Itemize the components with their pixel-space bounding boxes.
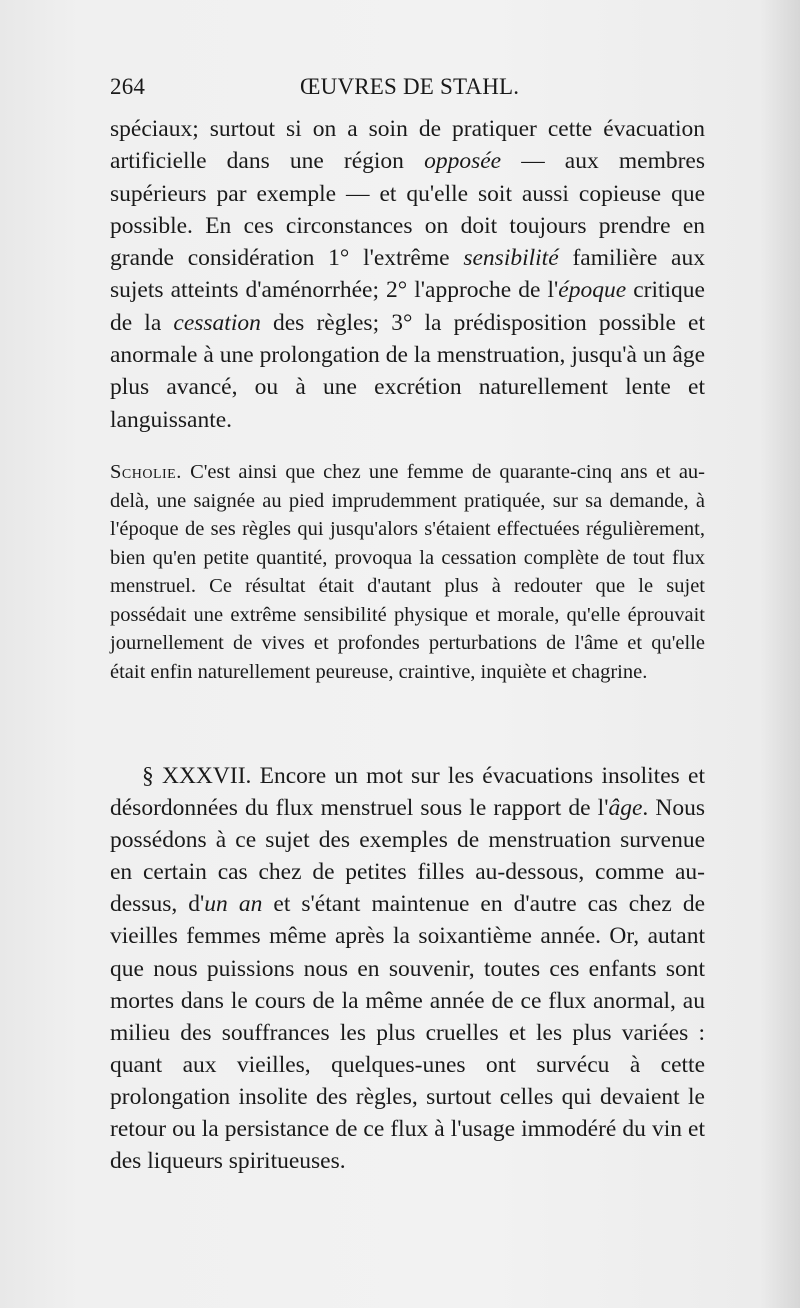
italic-run: opposée [424, 148, 502, 175]
text-run: spéciaux; surtout si on a soin de pratiquer cette évacuation artificielle dans une région [110, 116, 705, 175]
italic-run: un an [204, 891, 263, 918]
text-run: des règles; 3° la prédisposition possible et anormale à une prolongation de la menstruation, jusqu'à un âge plus avancé, ou à une excrétion naturellement lente et languissante. [110, 309, 705, 433]
page-number: 264 [110, 74, 146, 99]
section-text [110, 760, 705, 1177]
italic-run: époque [558, 277, 627, 304]
text-run: Encore un mot sur les évacuations insolites et désordonnées du flux menstruel sous le rapport de l' [110, 763, 705, 822]
text-run: . Nous possédons à ce sujet des exemples de menstruation survenue en certain cas chez de petites filles au-dessous, comme au-dessus, d' [110, 795, 705, 918]
page-header [110, 74, 710, 104]
scholie-note [110, 458, 705, 686]
text-run: et s'étant maintenue en d'autre cas chez de vieilles femmes même après la soixantième année. Or, autant que nous puissions nous en souvenir, toutes ces enfants sont mortes dans le cours de la même année de ce flux anormal, au milieu des souffrances les plus cruelles et les plus variées : quant aux vieilles, quelques-unes ont survécu à cette prolongation insolite des règles, surtout celles qui devaient le retour ou la persistance de ce flux à l'usage immodéré du vin et des liqueurs spiritueuses. [110, 891, 706, 1175]
italic-run: âge [608, 795, 643, 822]
running-title: ŒUVRES DE STAHL. [300, 74, 520, 99]
italic-run: cessation [173, 309, 261, 336]
text-run: — aux membres supérieurs par exemple — et qu'elle soit aussi copieuse que possible. En ces circonstances on doit toujours prendre en grande considération 1° l'extrême [110, 148, 705, 272]
paragraph-continuation [110, 113, 705, 436]
scholie-label: Scholie. [110, 461, 182, 483]
section-heading: § XXXVII. [142, 763, 252, 789]
scholie-text [110, 458, 705, 686]
section-xxxvii [110, 760, 705, 1177]
text-run: critique de la [110, 277, 705, 336]
paragraph-text [110, 113, 705, 436]
text-run: familière aux sujets atteints d'aménorrhée; 2° l'approche de l' [110, 245, 705, 304]
italic-run: sensibilité [463, 245, 559, 272]
text-run: C'est ainsi que chez une femme de quarante-cinq ans et au-delà, une saignée au pied imprudemment pratiquée, sur sa demande, à l'époque de ses règles qui jusqu'alors s'étaient effectuées régulièrement, bien qu'en petite quantité, provoqua la cessation complète de tout flux menstruel. Ce résultat était d'autant plus à redouter que le sujet possédait une extrême sensibilité physique et morale, qu'elle éprouvait journellement de vives et profondes perturbations de l'âme et qu'elle était enfin naturellement peureuse, craintive, inquiète et chagrine. [110, 461, 705, 683]
